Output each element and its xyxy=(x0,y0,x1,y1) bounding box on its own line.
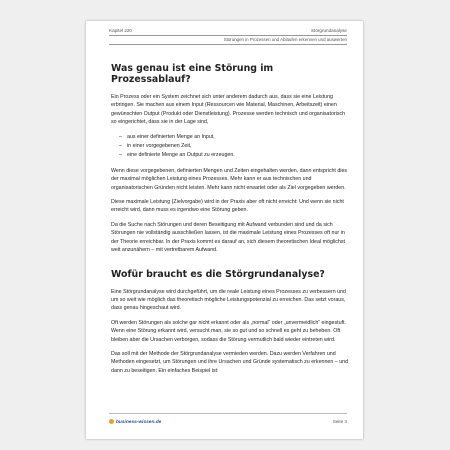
page-number: Seite 3 xyxy=(332,419,347,424)
page-footer xyxy=(109,413,347,429)
page-header xyxy=(109,28,347,52)
section-title: Was genau ist eine Störung im Prozessablauf? xyxy=(111,63,274,85)
paragraph: Da die Suche nach Störungen und deren Beseitigung mit Aufwand verbunden sind und da sich Störungen nie vollständig ausschließen lassen, ist die maximale Leistung eines Prozesses oft nur in der Theorie erreichbar. In der Praxis kommt es darauf an, sich diesem theoretischen Ideal möglichst weit anzunähern – mit vertretbarem Aufwand. xyxy=(111,221,345,254)
header-divider-bottom xyxy=(109,44,347,45)
paragraph: Wenn diese vorgegebenen, definierten Mengen und Zeiten eingehalten werden, dann entspricht dies der maximal möglichen Leistung eines Prozesses. Mehr kann er aus technischen und organisatorischen Gründen nicht leisten. Mehr kann nicht erwartet oder als Ziel vorgegeben werden. xyxy=(111,167,348,191)
page-content xyxy=(111,63,349,381)
logo-dot-icon xyxy=(109,419,114,424)
header-subtitle: Störungen in Prozessen und Abläufen erkennen und auswerten xyxy=(223,37,347,42)
header-divider xyxy=(109,35,347,36)
paragraph: Oft werden Störungen als solche gar nicht erkannt oder als „normal“ oder „unvermeidlich“ eingestuft. Wenn eine Störung erkannt wird, versucht man, sie so gut und so schnell es geht zu beheben. Oft bleiben aber die Ursachen verborgen, sodass die Störung vermutlich bald wieder eintreten wird. xyxy=(111,319,346,343)
paragraph: Diese maximale Leistung (Zielvorgabe) wird in der Praxis aber oft nicht erreicht: Und wenn sie nicht erreicht wird, dann muss es irgendwo eine Störung geben. xyxy=(111,199,344,214)
list-item: – in einer vorgegebenen Zeit, xyxy=(119,143,192,150)
list-item: – eine definierte Menge an Output zu erzeugen. xyxy=(119,152,235,159)
paragraph: Das soll mit der Methode der Störgrundanalyse vermieden werden. Dazu werden Verfahren und Methoden eingesetzt, um Störungen und ihre Ursachen und Gründe systematisch zu erkennen – und dann zu beseitigen. Ein einfaches Beispiel ist: xyxy=(111,350,349,374)
topic-label: Störgrundanalyse xyxy=(310,28,347,33)
footer-divider xyxy=(109,413,347,414)
brand-logo: business-wissen.de xyxy=(109,419,161,425)
list-item: – aus einer definierten Menge an Input, xyxy=(119,133,215,140)
bullet-list xyxy=(111,133,349,161)
paragraph: Eine Störgrundanalyse wird durchgeführt, um die reale Leistung eines Prozesses zu verbessern und um so weit wie möglich das theoretisch mögliche Leistungspotenzial zu erreichen. Das setzt voraus, dass genau hingeschaut wird. xyxy=(111,288,346,312)
paragraph: Ein Prozess oder ein System zeichnet sich unter anderem dadurch aus, dass sie eine Leistung erbringen. Sie machen aus einem Input (Ressourcen wie Material, Maschinen, Arbeitszeit) einen gewünschten Output (Produkt oder Dienstleistung). Prozesse werden technisch und organisatorisch so eingerichtet, dass sie in der Lage sind, xyxy=(111,94,346,126)
document-page xyxy=(86,21,363,439)
chapter-label: Kapitel 220 xyxy=(109,28,132,33)
section-title: Wofür braucht es die Störgrundanalyse? xyxy=(111,268,325,280)
